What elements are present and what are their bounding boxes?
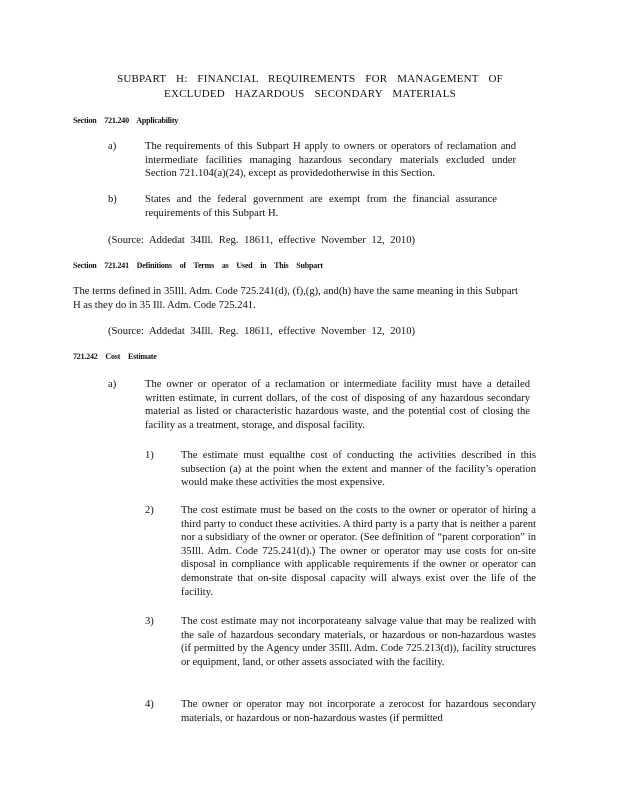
subitem-marker: 2) — [145, 505, 154, 516]
subpart-title — [90, 72, 530, 101]
item-text: The owner or operator of a reclamation or intermediate facility must have a detailed written estimate, in current dollars, of the cost of disposing of any hazardous secondary material as listed or characteristic hazardous waste, and the potential cost of closing the facility as a treatment, storage, and disposal facility. — [145, 379, 530, 431]
source-note: (Source: Addedat 34Ill. Reg. 18611, effective November 12, 2010) — [108, 326, 416, 337]
subitem-text: The cost estimate must be based on the costs to the owner or operator of hiring a third party to conduct these activities. A third party is a party that is neither a parent nor a subsidiary of the owner or operator. (See definition of “parent corporation” in 35Ill. Adm. Code 725.241(d).) The owner or operator may use costs for on-site disposal in compliance with applicable requirements if the owner or operator can demonstrate that on-site disposal capacity will always exist over the life of the facility. — [181, 505, 536, 598]
item-text: States and the federal government are exempt from the financial assurance requirements of this Subpart H. — [145, 194, 497, 219]
subitem-text: The cost estimate may not incorporateany salvage value that may be realized with the sale of hazardous secondary materials, or hazardous or non-hazardous wastes (if permitted by the Agency under 35Ill. Adm. Code 725.213(d)), facility structures or equipment, land, or other assets associated with the facility. — [181, 616, 536, 668]
subitem-marker: 4) — [145, 699, 154, 710]
source-note: (Source: Addedat 34Ill. Reg. 18611, effective November 12, 2010) — [108, 235, 416, 246]
section-heading-721-241: Section 721.241 Definitions of Terms as Used in This Subpart — [73, 261, 323, 270]
subitem-marker: 3) — [145, 616, 154, 627]
item-text: The requirements of this Subpart H apply to owners or operators of reclamation and intermediate facilities managing hazardous secondary materials excluded under Section 721.104(a)(24), except as providedotherwise in this Section. — [145, 141, 516, 180]
subitem-text: The owner or operator may not incorporate a zerocost for hazardous secondary materials, or hazardous or non-hazardous wastes (if permitted — [181, 699, 536, 724]
item-marker: a) — [108, 141, 117, 152]
section-body: The terms defined in 35Ill. Adm. Code 725.241(d), (f),(g), and(h) have the same meaning in this Subpart H as they do in 35 Ill. Adm. Code 725.241. — [73, 286, 518, 311]
section-heading-721-242: 721.242 Cost Estimate — [73, 352, 157, 361]
section-heading-721-240: Section 721.240 Applicability — [73, 116, 179, 125]
item-marker: a) — [108, 379, 117, 390]
title-line-2: EXCLUDED HAZARDOUS SECONDARY MATERIALS — [164, 87, 456, 100]
subitem-marker: 1) — [145, 450, 154, 461]
item-marker: b) — [108, 194, 117, 205]
title-line-1: SUBPART H: FINANCIAL REQUIREMENTS FOR MANAGEMENT OF — [117, 73, 503, 85]
subitem-text: The estimate must equalthe cost of conducting the activities described in this subsection (a) at the point when the extent and manner of the facility’s operation would make these activities the most expensive. — [181, 450, 536, 489]
